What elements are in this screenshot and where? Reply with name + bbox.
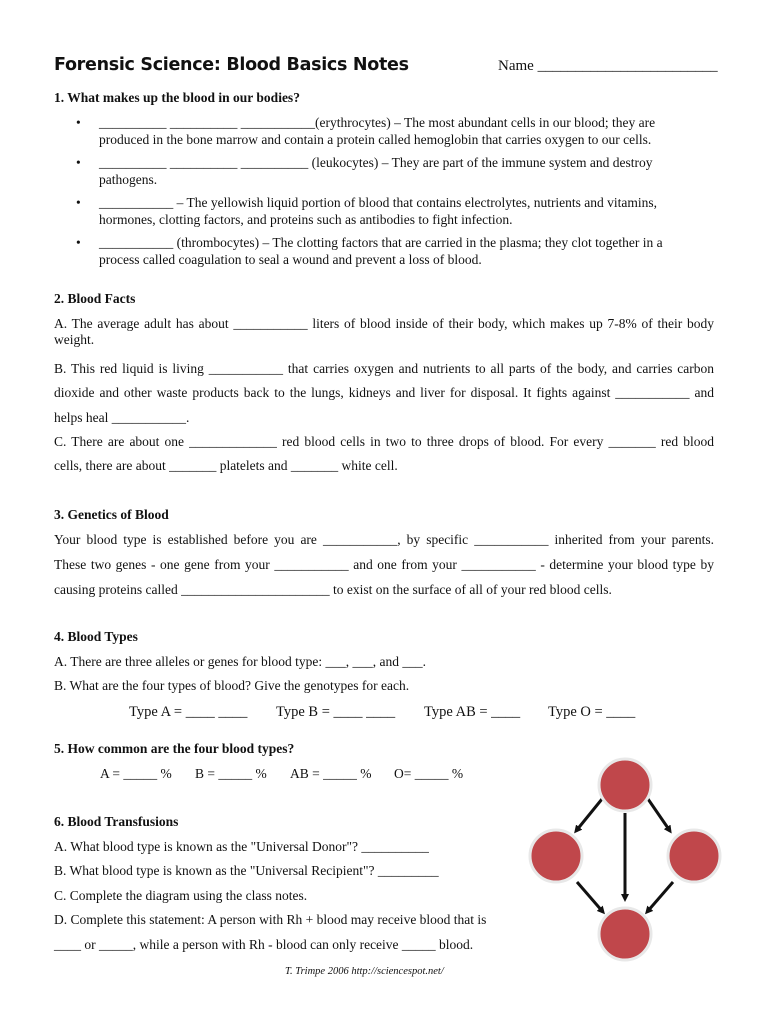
- q4-type-ab: Type AB = ____: [424, 704, 521, 720]
- q2-a-line2: weight.: [54, 332, 95, 347]
- q3-heading: 3. Genetics of Blood: [54, 507, 169, 522]
- q4-a: A. There are three alleles or genes for blood type: ___, ___, and ___.: [54, 654, 427, 669]
- q5-a: A = _____ %: [100, 766, 172, 781]
- donor-circle-right[interactable]: [668, 830, 720, 882]
- q1-bullet-4-line1: ___________ (thrombocytes) – The clotting factors that are carried in the plasma; they clot together in a: [99, 235, 663, 250]
- q4-type-o: Type O = ____: [548, 704, 636, 720]
- q6-a: A. What blood type is known as the "Universal Donor"? __________: [54, 839, 429, 854]
- diagram-arrows: [576, 799, 673, 912]
- bullet-symbol: •: [76, 235, 81, 250]
- name-field-label: Name ________________________: [498, 58, 718, 74]
- footer-credit: T. Trimpe 2006 http://sciencespot.net/: [285, 966, 444, 977]
- q6-c: C. Complete the diagram using the class notes.: [54, 888, 308, 903]
- recipient-circle-bottom[interactable]: [599, 908, 651, 960]
- q2-a-line1: A. The average adult has about ___________ liters of blood inside of their body, which makes up 7-8% of their body: [54, 316, 714, 331]
- donor-circle-left[interactable]: [530, 830, 582, 882]
- q6-b: B. What blood type is known as the "Universal Recipient"? _________: [54, 863, 439, 878]
- q3-line1: Your blood type is established before you are ___________, by specific ___________ inherited from your parents.: [54, 532, 714, 547]
- arrow-left-to-bottom: [577, 882, 603, 912]
- q1-bullet-3-line1: ___________ – The yellowish liquid portion of blood that contains electrolytes, nutrients and vitamins,: [99, 195, 658, 210]
- q1-bullet-1-line2: produced in the bone marrow and contain a protein called hemoglobin that carries oxygen to our cells.: [99, 132, 652, 147]
- q1-bullet-1-line1: __________ __________ ___________(erythrocytes) – The most abundant cells in our blood; they are: [99, 115, 656, 130]
- q4-type-b: Type B = ____ ____: [276, 704, 396, 720]
- q2-c-line2: cells, there are about _______ platelets and _______ white cell.: [54, 458, 398, 473]
- q6-heading: 6. Blood Transfusions: [54, 814, 179, 829]
- q6-d-line1: D. Complete this statement: A person with Rh + blood may receive blood that is: [54, 912, 487, 927]
- arrow-top-to-left: [576, 799, 602, 831]
- q2-c-line1: C. There are about one _____________ red blood cells in two to three drops of blood. For every _______ red blood: [54, 434, 714, 449]
- bullet-symbol: •: [76, 195, 81, 210]
- q2-heading: 2. Blood Facts: [54, 291, 136, 306]
- q4-type-a: Type A = ____ ____: [129, 704, 248, 720]
- q1-bullet-4-line2: process called coagulation to seal a wound and prevent a loss of blood.: [99, 252, 482, 267]
- q4-b: B. What are the four types of blood? Give the genotypes for each.: [54, 678, 410, 693]
- q3-line2: These two genes - one gene from your ___________ and one from your ___________ - determine your blood type by: [54, 557, 714, 572]
- q1-heading: 1. What makes up the blood in our bodies?: [54, 90, 300, 105]
- transfusion-diagram: [525, 755, 725, 965]
- arrow-right-to-bottom: [647, 882, 673, 912]
- q5-o: O= _____ %: [394, 766, 464, 781]
- q6-d-line2: ____ or _____, while a person with Rh - blood can only receive _____ blood.: [54, 937, 474, 952]
- q3-line3: causing proteins called ______________________ to exist on the surface of all of your red blood cells.: [54, 582, 612, 597]
- q5-heading: 5. How common are the four blood types?: [54, 741, 295, 756]
- arrow-top-to-right: [648, 799, 670, 831]
- q2-b-line1: B. This red liquid is living ___________ that carries oxygen and nutrients to all parts of the body, and carries carbon: [54, 361, 714, 376]
- q5-ab: AB = _____ %: [290, 766, 372, 781]
- page-title: Forensic Science: Blood Basics Notes: [54, 55, 409, 75]
- q1-bullet-2-line1: __________ __________ __________ (leukocytes) – They are part of the immune system and destroy: [99, 155, 653, 170]
- q4-heading: 4. Blood Types: [54, 629, 138, 644]
- donor-circle-top[interactable]: [599, 759, 651, 811]
- bullet-symbol: •: [76, 155, 81, 170]
- q5-b: B = _____ %: [195, 766, 267, 781]
- q1-bullet-3-line2: hormones, clotting factors, and proteins such as antibodies to fight infection.: [99, 212, 513, 227]
- q1-bullet-2-line2: pathogens.: [99, 172, 158, 187]
- q2-b-line3: helps heal ___________.: [54, 410, 190, 425]
- bullet-symbol: •: [76, 115, 81, 130]
- q2-b-line2: dioxide and other waste products back to the lungs, kidneys and liver for disposal. It fights against ___________ and: [54, 385, 714, 400]
